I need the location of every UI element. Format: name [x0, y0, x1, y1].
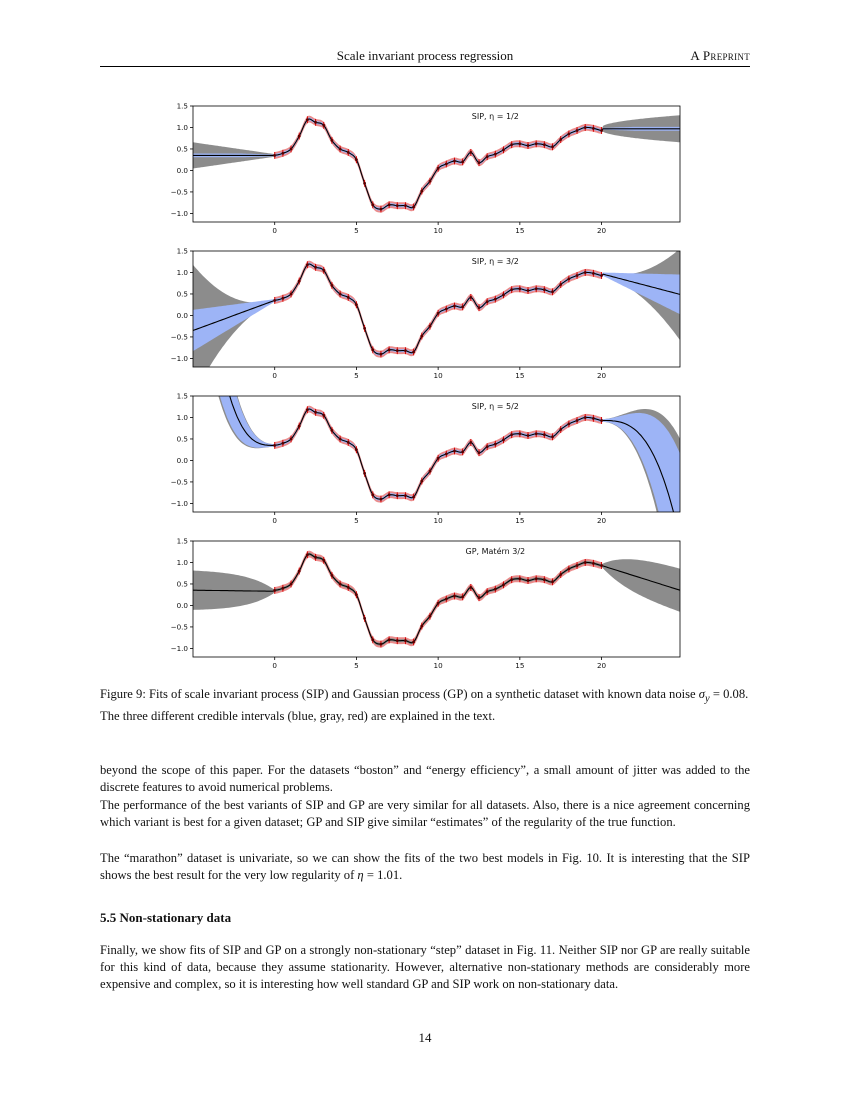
observation-point — [453, 450, 456, 453]
observation-point — [453, 160, 456, 163]
observation-point — [281, 152, 284, 155]
observation-point — [437, 312, 440, 315]
inner-band — [275, 118, 602, 211]
observation-point — [314, 556, 317, 559]
red-noise-band — [275, 406, 602, 503]
observation-point — [404, 204, 407, 207]
observation-point — [314, 411, 317, 414]
observation-point — [380, 643, 383, 646]
observation-point — [584, 416, 587, 419]
chart-panel-2 — [171, 247, 680, 397]
observation-point — [290, 438, 293, 441]
observation-point — [306, 553, 309, 556]
observation-point — [453, 595, 456, 598]
red-noise-band — [275, 551, 602, 648]
plot-area — [193, 115, 680, 212]
observation-point — [551, 145, 554, 148]
observation-point — [502, 583, 505, 586]
running-header — [100, 46, 750, 67]
observation-point — [363, 327, 366, 330]
x-tick-label: 15 — [515, 516, 525, 525]
observation-point — [273, 154, 276, 157]
x-tick-label: 10 — [433, 516, 443, 525]
observation-point — [347, 296, 350, 299]
observation-point — [559, 573, 562, 576]
observation-point — [298, 570, 301, 573]
observation-point — [559, 283, 562, 286]
observation-point — [371, 638, 374, 641]
observation-point — [396, 204, 399, 207]
observation-point — [420, 480, 423, 483]
x-tick-label: 5 — [354, 516, 359, 525]
observation-point — [518, 287, 521, 290]
observation-point — [388, 203, 391, 206]
observation-point — [453, 305, 456, 308]
inner-band — [275, 553, 602, 646]
observation-point — [535, 142, 538, 145]
y-tick-label: 0.5 — [176, 579, 188, 589]
observation-point — [551, 290, 554, 293]
axes-frame — [193, 396, 680, 512]
observation-point — [298, 280, 301, 283]
observation-point — [592, 127, 595, 130]
observation-point — [461, 595, 464, 598]
observation-point — [494, 588, 497, 591]
observation-point — [576, 129, 579, 132]
observation-point — [559, 428, 562, 431]
inner-band — [275, 408, 602, 501]
observation-point — [371, 493, 374, 496]
x-tick-label: 20 — [596, 371, 607, 380]
observation-point — [437, 167, 440, 170]
y-tick-label: −1.0 — [170, 353, 188, 363]
y-tick-label: −1.0 — [170, 208, 188, 218]
observation-point — [543, 433, 546, 436]
observation-point — [494, 443, 497, 446]
observation-point — [437, 602, 440, 605]
observation-point — [478, 306, 481, 309]
observation-point — [429, 180, 432, 183]
observation-point — [347, 441, 350, 444]
x-tick-label: 0 — [272, 371, 278, 380]
observation-point — [331, 139, 334, 142]
red-noise-band — [275, 261, 602, 358]
observation-point — [388, 348, 391, 351]
red-noise-band — [275, 116, 602, 213]
observation-point — [339, 583, 342, 586]
observation-point — [306, 408, 309, 411]
observation-point — [576, 419, 579, 422]
x-tick-label: 10 — [433, 226, 443, 235]
y-tick-label: 1.5 — [176, 246, 188, 256]
chart-panel-1 — [171, 102, 680, 236]
observation-point — [584, 271, 587, 274]
observation-point — [486, 300, 489, 303]
page-number: 14 — [418, 1030, 432, 1045]
x-tick-label: 20 — [596, 516, 607, 525]
observation-point — [600, 564, 603, 567]
observation-point — [404, 639, 407, 642]
x-tick-label: 10 — [433, 661, 443, 670]
observation-point — [355, 158, 358, 161]
observation-point — [388, 493, 391, 496]
observation-point — [486, 590, 489, 593]
panel-title: GP, Matérn 3/2 — [465, 547, 526, 556]
y-tick-label: 0.0 — [176, 455, 188, 465]
observation-point — [396, 639, 399, 642]
observation-point — [314, 121, 317, 124]
observation-point — [396, 349, 399, 352]
caption-text-1: Fits of scale invariant process (SIP) and Gaussian process (GP) on a synthetic dataset with known data noise — [145, 687, 699, 701]
x-tick-label: 5 — [354, 371, 359, 380]
observation-point — [494, 153, 497, 156]
observation-point — [584, 561, 587, 564]
observation-point — [281, 297, 284, 300]
chart-panel-4 — [171, 537, 680, 671]
x-tick-label: 15 — [515, 371, 525, 380]
observation-point — [469, 151, 472, 154]
observation-point — [273, 444, 276, 447]
observation-point — [347, 151, 350, 154]
paragraph-1: beyond the scope of this paper. For the datasets “boston” and “energy efficiency”, a small amount of jitter was added to the discrete features to avoid numerical problems. — [100, 763, 750, 794]
y-tick-label: 1.5 — [176, 101, 188, 111]
observation-point — [437, 457, 440, 460]
observation-point — [502, 293, 505, 296]
observation-point — [322, 269, 325, 272]
observation-point — [445, 598, 448, 601]
observation-point — [510, 433, 513, 436]
section-heading: 5.5 Non-stationary data — [100, 910, 232, 925]
observation-point — [429, 615, 432, 618]
axes-frame — [193, 251, 680, 367]
observation-point — [396, 494, 399, 497]
observation-point — [576, 274, 579, 277]
observation-point — [551, 580, 554, 583]
observation-point — [290, 293, 293, 296]
y-tick-label: −0.5 — [170, 187, 188, 197]
observation-point — [298, 425, 301, 428]
inner-band — [275, 263, 602, 356]
paragraph-3-eta: η — [357, 868, 364, 882]
x-tick-label: 10 — [433, 371, 443, 380]
observation-point — [331, 284, 334, 287]
x-tick-label: 15 — [515, 661, 525, 670]
observation-point — [363, 472, 366, 475]
observation-point — [363, 182, 366, 185]
observation-point — [510, 143, 513, 146]
caption-text-2: = 0.08. The three different credible intervals (blue, gray, red) are explained in the text. — [100, 687, 749, 723]
y-tick-label: −0.5 — [170, 477, 188, 487]
observation-point — [600, 419, 603, 422]
observation-point — [461, 160, 464, 163]
observation-point — [331, 429, 334, 432]
panel-title: SIP, η = 5/2 — [471, 402, 519, 411]
paragraph-3-a: The “marathon” dataset is univariate, so we can show the fits of the two best models in Fig. 10. It is interesting that the SIP shows the best result for the very low regularity of — [100, 851, 750, 882]
observation-point — [388, 638, 391, 641]
observation-point — [380, 498, 383, 501]
observation-point — [567, 278, 570, 281]
observation-point — [290, 148, 293, 151]
y-tick-label: 0.5 — [176, 434, 188, 444]
paragraph-3-b: = 1.01. — [363, 868, 403, 882]
observation-point — [478, 451, 481, 454]
panel-title: SIP, η = 1/2 — [471, 112, 519, 121]
observation-point — [380, 208, 383, 211]
observation-point — [567, 133, 570, 136]
panel-title: SIP, η = 3/2 — [471, 257, 519, 266]
observation-point — [412, 351, 415, 354]
observation-point — [380, 353, 383, 356]
observation-point — [314, 266, 317, 269]
observation-point — [298, 135, 301, 138]
observation-point — [486, 445, 489, 448]
observation-point — [543, 578, 546, 581]
observation-point — [510, 578, 513, 581]
x-tick-label: 5 — [354, 226, 359, 235]
observation-point — [469, 441, 472, 444]
observation-point — [478, 596, 481, 599]
observation-point — [502, 438, 505, 441]
observation-point — [339, 148, 342, 151]
axes-frame — [193, 106, 680, 222]
observation-point — [347, 586, 350, 589]
observation-point — [535, 577, 538, 580]
observation-point — [306, 118, 309, 121]
figure-9 — [140, 96, 700, 676]
running-title: Scale invariant process regression — [336, 48, 514, 63]
observation-point — [355, 303, 358, 306]
y-tick-label: 1.0 — [176, 557, 188, 567]
observation-point — [339, 438, 342, 441]
paragraph-4: Finally, we show fits of SIP and GP on a strongly non-stationary “step” dataset in Fig. 11. Neither SIP nor GP are really suitable for this kind of data, because they assume stationarity. However, alternative non-stationary methods are considerably more expensive and complex, so it is interesting how well standard GP and SIP work on non-stationary data. — [100, 943, 750, 991]
y-tick-label: 1.0 — [176, 412, 188, 422]
blue-credible-band — [193, 263, 680, 355]
y-tick-label: 0.0 — [176, 165, 188, 175]
observation-point — [518, 142, 521, 145]
y-tick-label: 1.5 — [176, 391, 188, 401]
observation-point — [331, 574, 334, 577]
observation-point — [535, 432, 538, 435]
observation-point — [445, 453, 448, 456]
observation-point — [527, 289, 530, 292]
observation-point — [404, 494, 407, 497]
observation-point — [412, 496, 415, 499]
observation-point — [281, 587, 284, 590]
x-tick-label: 20 — [596, 226, 607, 235]
posterior-mean-line — [193, 554, 680, 644]
observation-point — [600, 274, 603, 277]
paragraph-3 — [100, 850, 750, 884]
x-tick-label: 0 — [272, 661, 278, 670]
observation-point — [429, 325, 432, 328]
observation-point — [371, 203, 374, 206]
x-tick-label: 0 — [272, 226, 278, 235]
plot-area — [193, 551, 680, 648]
y-tick-label: 0.0 — [176, 310, 188, 320]
observation-point — [420, 190, 423, 193]
observation-point — [486, 155, 489, 158]
y-tick-label: 0.0 — [176, 600, 188, 610]
observation-point — [445, 308, 448, 311]
observation-point — [600, 129, 603, 132]
observation-point — [551, 435, 554, 438]
observation-point — [355, 448, 358, 451]
observation-point — [306, 263, 309, 266]
observation-point — [461, 305, 464, 308]
observation-point — [371, 348, 374, 351]
observation-point — [576, 564, 579, 567]
observation-point — [420, 335, 423, 338]
observation-point — [518, 577, 521, 580]
figure-caption — [100, 686, 750, 725]
observation-point — [429, 470, 432, 473]
observation-point — [559, 138, 562, 141]
observation-point — [363, 617, 366, 620]
observation-point — [510, 288, 513, 291]
observation-point — [469, 586, 472, 589]
caption-sigma-sub: y — [705, 693, 710, 705]
observation-point — [322, 124, 325, 127]
y-tick-label: 0.5 — [176, 144, 188, 154]
running-right: A Preprint — [690, 48, 750, 63]
observation-point — [322, 559, 325, 562]
observation-point — [273, 299, 276, 302]
y-tick-label: 1.5 — [176, 536, 188, 546]
observation-point — [502, 148, 505, 151]
observation-point — [527, 144, 530, 147]
observation-point — [518, 432, 521, 435]
observation-point — [527, 579, 530, 582]
observation-point — [478, 161, 481, 164]
observation-point — [584, 126, 587, 129]
x-tick-label: 0 — [272, 516, 278, 525]
x-tick-label: 15 — [515, 226, 525, 235]
observation-point — [273, 589, 276, 592]
y-tick-label: −1.0 — [170, 498, 188, 508]
observation-point — [494, 298, 497, 301]
paragraph-2: The performance of the best variants of SIP and GP are very similar for all datasets. Also, there is a nice agreement concerning which variant is best for a given dataset; GP and SIP give similar “estimates” of the regularity of the true function. — [100, 798, 750, 829]
observation-point — [339, 293, 342, 296]
y-tick-label: −0.5 — [170, 622, 188, 632]
observation-point — [535, 287, 538, 290]
x-tick-label: 20 — [596, 661, 607, 670]
observation-point — [461, 450, 464, 453]
observation-point — [281, 442, 284, 445]
observation-point — [567, 568, 570, 571]
y-tick-label: 1.0 — [176, 122, 188, 132]
y-tick-label: −1.0 — [170, 643, 188, 653]
observation-point — [355, 593, 358, 596]
observation-point — [290, 583, 293, 586]
caption-label: Figure 9: — [100, 687, 146, 701]
observation-point — [527, 434, 530, 437]
observation-point — [322, 414, 325, 417]
observation-point — [567, 423, 570, 426]
observation-point — [543, 143, 546, 146]
observation-point — [543, 288, 546, 291]
x-tick-label: 5 — [354, 661, 359, 670]
y-tick-label: 0.5 — [176, 289, 188, 299]
observation-point — [592, 562, 595, 565]
caption-sigma: σ — [698, 687, 706, 701]
posterior-mean-line — [193, 332, 680, 540]
observation-point — [412, 641, 415, 644]
observation-point — [445, 163, 448, 166]
y-tick-label: 1.0 — [176, 267, 188, 277]
observation-point — [592, 417, 595, 420]
observation-point — [412, 206, 415, 209]
observation-point — [404, 349, 407, 352]
observation-point — [592, 272, 595, 275]
y-tick-label: −0.5 — [170, 332, 188, 342]
axes-frame — [193, 541, 680, 657]
observation-point — [469, 296, 472, 299]
observation-point — [420, 625, 423, 628]
